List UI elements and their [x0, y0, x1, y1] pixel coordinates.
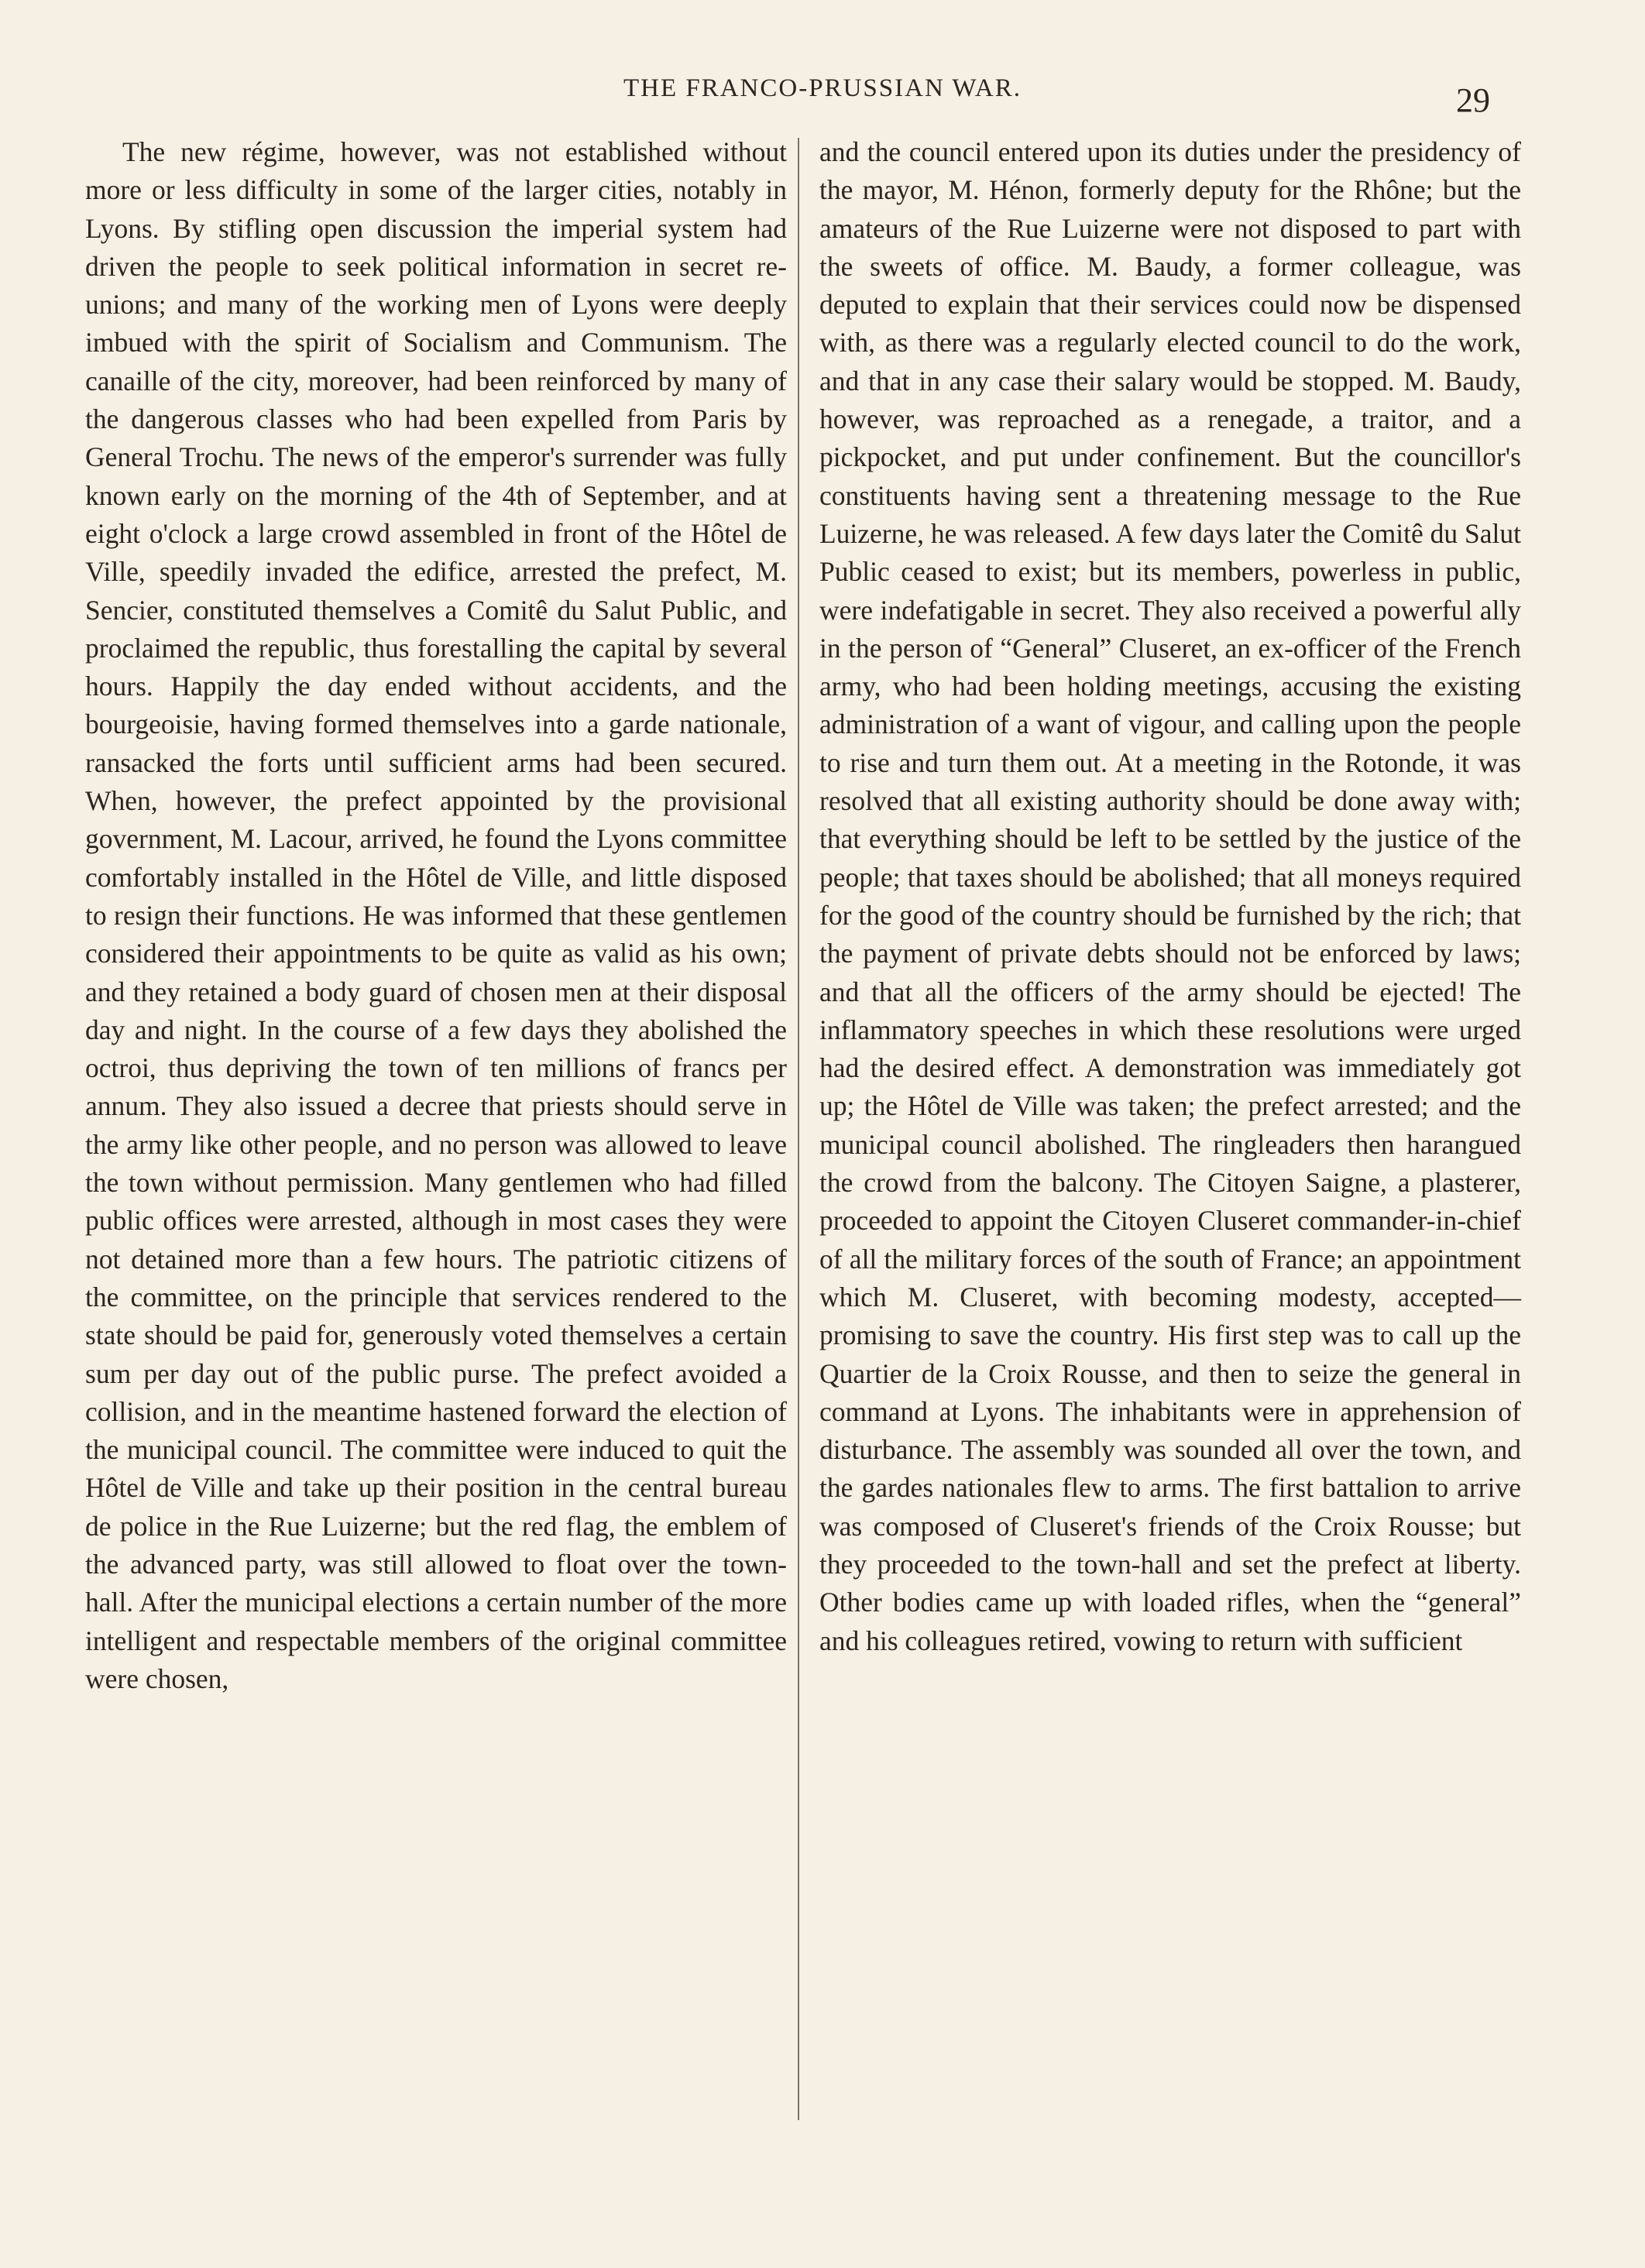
page-number: 29 — [1456, 81, 1490, 119]
left-column-paragraph: The new régime, however, was not established without more or less difficulty in some of the larger cities, notably in Lyons. By stifling open discussion the imperial system had driven the people to seek political information in secret reunions; and many of the working men of Lyons were deeply imbued with the spirit of Socialism and Communism. The canaille of the city, moreover, had been reinforced by many of the dangerous classes who had been expelled from Paris by General Trochu. The news of the emperor's surrender was fully known early on the morning of the 4th of September, and at eight o'clock a large crowd assembled in front of the Hôtel de Ville, speedily invaded the edifice, arrested the prefect, M. Sencier, constituted themselves a Comitê du Salut Public, and proclaimed the republic, thus forestalling the capital by several hours. Happily the day ended without accidents, and the bourgeoisie, having formed themselves into a garde nationale, ransacked the forts until sufficient arms had been secured. When, however, the prefect appointed by the provisional government, M. Lacour, arrived, he found the Lyons committee comfortably installed in the Hôtel de Ville, and little disposed to resign their functions. He was informed that these gentlemen considered their appointments to be quite as valid as his own; and they retained a body guard of chosen men at their disposal day and night. In the course of a few days they abolished the octroi, thus depriving the town of ten millions of francs per annum. They also issued a decree that priests should serve in the army like other people, and no person was allowed to leave the town without permission. Many gentlemen who had filled public offices were arrested, although in most cases they were not detained more than a few hours. The patriotic citizens of the committee, on the principle that services rendered to the state should be paid for, generously voted themselves a certain sum per day out of the public purse. The prefect avoided a collision, and in the meantime hastened forward the election of the municipal council. The committee were induced to quit the Hôtel de Ville and take up their position in the central bureau de police in the Rue Luizerne; but the red flag, the emblem of the advanced party, was still allowed to float over the town-hall. After the municipal elections a certain number of the more intelligent and respectable members of the original committee were chosen, — [85, 136, 787, 1694]
right-column — [819, 133, 1521, 1660]
running-head-title: THE FRANCO-PRUSSIAN WAR. — [623, 74, 1022, 102]
column-divider — [798, 138, 799, 2120]
right-column-paragraph: and the council entered upon its duties under the presidency of the mayor, M. Hénon, formerly deputy for the Rhône; but the amateurs of the Rue Luizerne were not disposed to part with the sweets of office. M. Baudy, a former colleague, was deputed to explain that their services could now be dispensed with, as there was a regularly elected council to do the work, and that in any case their salary would be stopped. M. Baudy, however, was reproached as a renegade, a traitor, and a pickpocket, and put under confinement. But the councillor's constituents having sent a threatening message to the Rue Luizerne, he was released. A few days later the Comitê du Salut Public ceased to exist; but its members, powerless in public, were indefatigable in secret. They also received a powerful ally in the person of “General” Cluseret, an ex-officer of the French army, who had been holding meetings, accusing the existing administration of a want of vigour, and calling upon the people to rise and turn them out. At a meeting in the Rotonde, it was resolved that all existing authority should be done away with; that everything should be left to be settled by the justice of the people; that taxes should be abolished; that all moneys required for the good of the country should be furnished by the rich; that the payment of private debts should not be enforced by laws; and that all the officers of the army should be ejected! The inflammatory speeches in which these resolutions were urged had the desired effect. A demonstration was immediately got up; the Hôtel de Ville was taken; the prefect arrested; and the municipal council abolished. The ringleaders then harangued the crowd from the balcony. The Citoyen Saigne, a plasterer, proceeded to appoint the Citoyen Cluseret commander-in-chief of all the military forces of the south of France; an appointment which M. Cluseret, with becoming modesty, accepted—promising to save the country. His first step was to call up the Quartier de la Croix Rousse, and then to seize the general in command at Lyons. The inhabitants were in apprehension of disturbance. The assembly was sounded all over the town, and the gardes nationales flew to arms. The first battalion to arrive was composed of Cluseret's friends of the Croix Rousse; but they proceeded to the town-hall and set the prefect at liberty. Other bodies came up with loaded rifles, when the “general” and his colleagues retired, vowing to return with sufficient — [819, 136, 1521, 1656]
left-column — [85, 133, 787, 1698]
